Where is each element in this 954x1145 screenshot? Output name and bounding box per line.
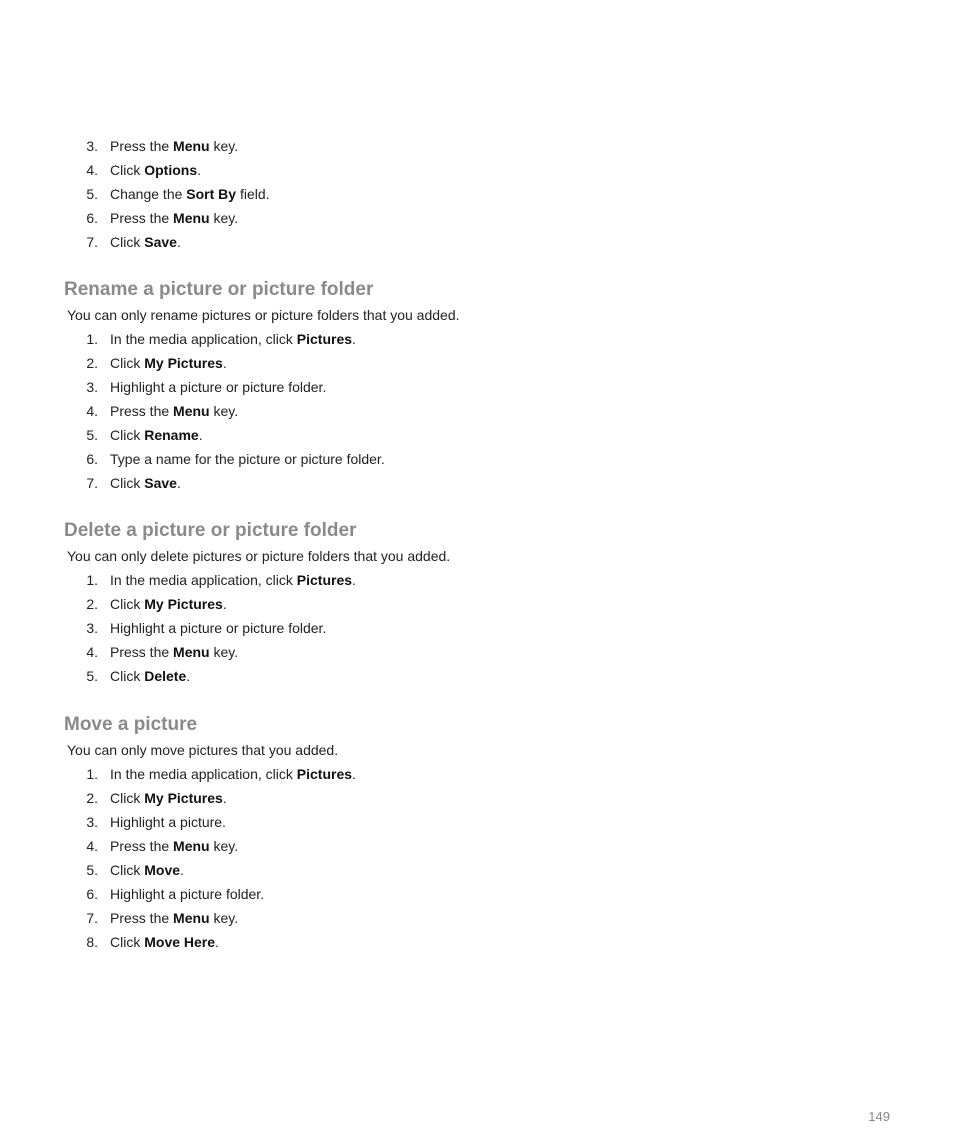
step-item	[0, 447, 954, 471]
step-number: 8.	[86, 934, 98, 950]
step-ui-term: Options	[144, 162, 198, 178]
step-item	[0, 399, 954, 423]
step-text: Press the	[110, 210, 174, 226]
step-number: 4.	[86, 838, 98, 854]
step-number: 7.	[86, 234, 98, 250]
step-text: In the media application, click	[110, 331, 297, 347]
step-text: Press the	[110, 644, 174, 660]
step-ui-term: Move Here	[144, 934, 216, 950]
step-text: Highlight a picture folder.	[110, 886, 265, 902]
step-number: 5.	[86, 186, 98, 202]
step-ui-term: Menu	[173, 644, 210, 660]
step-text-end: key.	[209, 644, 239, 660]
step-number: 4.	[86, 644, 98, 660]
delete-section	[0, 518, 954, 688]
section-intro: You can only move pictures that you added.	[67, 742, 339, 758]
step-ui-term: Pictures	[296, 331, 353, 347]
step-text: Click	[110, 862, 145, 878]
step-text: Click	[110, 475, 145, 491]
page-number: 149	[868, 1109, 890, 1124]
step-item	[0, 134, 954, 158]
continued-steps-list	[0, 134, 954, 254]
section-intro: You can only rename pictures or picture folders that you added.	[67, 307, 460, 323]
step-item	[0, 762, 954, 786]
step-number: 6.	[86, 886, 98, 902]
step-item	[0, 206, 954, 230]
step-text: Click	[110, 355, 145, 371]
step-number: 3.	[86, 814, 98, 830]
step-number: 1.	[86, 572, 98, 588]
step-ui-term: Rename	[144, 427, 199, 443]
rename-section	[0, 277, 954, 495]
step-text-end: key.	[209, 838, 239, 854]
step-ui-term: My Pictures	[144, 790, 223, 806]
step-number: 5.	[86, 862, 98, 878]
step-item	[0, 568, 954, 592]
step-item	[0, 182, 954, 206]
step-text: In the media application, click	[110, 766, 297, 782]
step-text: Click	[110, 596, 145, 612]
step-text-end: .	[176, 475, 181, 491]
step-text: Click	[110, 234, 145, 250]
step-text: Press the	[110, 403, 174, 419]
step-ui-term: My Pictures	[144, 596, 223, 612]
step-number: 2.	[86, 790, 98, 806]
step-text-end: .	[197, 162, 202, 178]
step-text: Click	[110, 790, 145, 806]
step-number: 5.	[86, 427, 98, 443]
step-item	[0, 158, 954, 182]
step-item	[0, 930, 954, 954]
step-ui-term: Save	[144, 475, 177, 491]
step-number: 2.	[86, 596, 98, 612]
move-section	[0, 712, 954, 954]
step-text-end: key.	[209, 210, 239, 226]
step-text: Highlight a picture or picture folder.	[110, 379, 327, 395]
step-number: 4.	[86, 162, 98, 178]
step-item	[0, 592, 954, 616]
step-ui-term: Menu	[173, 910, 210, 926]
step-text-end: .	[352, 331, 356, 347]
step-number: 3.	[86, 138, 98, 154]
step-text-end: key.	[209, 138, 239, 154]
step-text: Click	[110, 162, 145, 178]
step-text: Press the	[110, 138, 174, 154]
step-text: Click	[110, 668, 145, 684]
step-ui-term: My Pictures	[144, 355, 223, 371]
step-item	[0, 230, 954, 254]
step-ui-term: Menu	[173, 838, 210, 854]
step-text-end: .	[198, 427, 203, 443]
step-item	[0, 786, 954, 810]
step-ui-term: Save	[144, 234, 177, 250]
section-heading: Move a picture	[64, 714, 198, 735]
step-text-end: field.	[236, 186, 270, 202]
step-text: Press the	[110, 838, 174, 854]
continued-steps-section	[0, 134, 954, 254]
step-text-end: .	[222, 596, 227, 612]
step-ui-term: Menu	[173, 403, 210, 419]
step-text-end: .	[352, 572, 356, 588]
step-number: 5.	[86, 668, 98, 684]
rename-steps-list	[0, 327, 954, 495]
step-item	[0, 834, 954, 858]
delete-steps-list	[0, 568, 954, 688]
step-text-end: .	[222, 355, 227, 371]
step-ui-term: Move	[144, 862, 181, 878]
step-text: Change the	[110, 186, 187, 202]
step-item	[0, 858, 954, 882]
step-text: Click	[110, 934, 145, 950]
step-text: Click	[110, 427, 145, 443]
step-text: Type a name for the picture or picture folder.	[110, 451, 385, 467]
step-text: In the media application, click	[110, 572, 297, 588]
step-number: 7.	[86, 910, 98, 926]
step-text-end: .	[180, 862, 184, 878]
step-text-end: .	[186, 668, 191, 684]
step-number: 6.	[86, 451, 98, 467]
step-item	[0, 664, 954, 688]
move-steps-list	[0, 762, 954, 954]
step-ui-term: Pictures	[296, 572, 353, 588]
step-item	[0, 906, 954, 930]
step-number: 3.	[86, 620, 98, 636]
step-number: 3.	[86, 379, 98, 395]
step-ui-term: Pictures	[296, 766, 353, 782]
step-text-end: key.	[209, 910, 239, 926]
step-item	[0, 810, 954, 834]
section-intro: You can only delete pictures or picture folders that you added.	[67, 548, 451, 564]
step-ui-term: Menu	[173, 138, 210, 154]
step-item	[0, 640, 954, 664]
step-text: Highlight a picture.	[110, 814, 226, 830]
step-text-end: .	[215, 934, 219, 950]
step-item	[0, 375, 954, 399]
step-text: Press the	[110, 910, 174, 926]
step-number: 6.	[86, 210, 98, 226]
step-item	[0, 423, 954, 447]
step-ui-term: Sort By	[186, 186, 237, 202]
step-ui-term: Delete	[144, 668, 187, 684]
step-number: 7.	[86, 475, 98, 491]
step-item	[0, 351, 954, 375]
step-text-end: .	[352, 766, 356, 782]
step-text-end: .	[176, 234, 181, 250]
step-number: 1.	[86, 766, 98, 782]
step-text-end: key.	[209, 403, 239, 419]
step-item	[0, 327, 954, 351]
section-heading: Rename a picture or picture folder	[64, 279, 374, 300]
section-heading: Delete a picture or picture folder	[64, 520, 357, 541]
step-item	[0, 882, 954, 906]
step-number: 4.	[86, 403, 98, 419]
step-number: 1.	[86, 331, 98, 347]
step-text: Highlight a picture or picture folder.	[110, 620, 327, 636]
step-ui-term: Menu	[173, 210, 210, 226]
step-text-end: .	[222, 790, 227, 806]
step-item	[0, 616, 954, 640]
step-number: 2.	[86, 355, 98, 371]
step-item	[0, 471, 954, 495]
